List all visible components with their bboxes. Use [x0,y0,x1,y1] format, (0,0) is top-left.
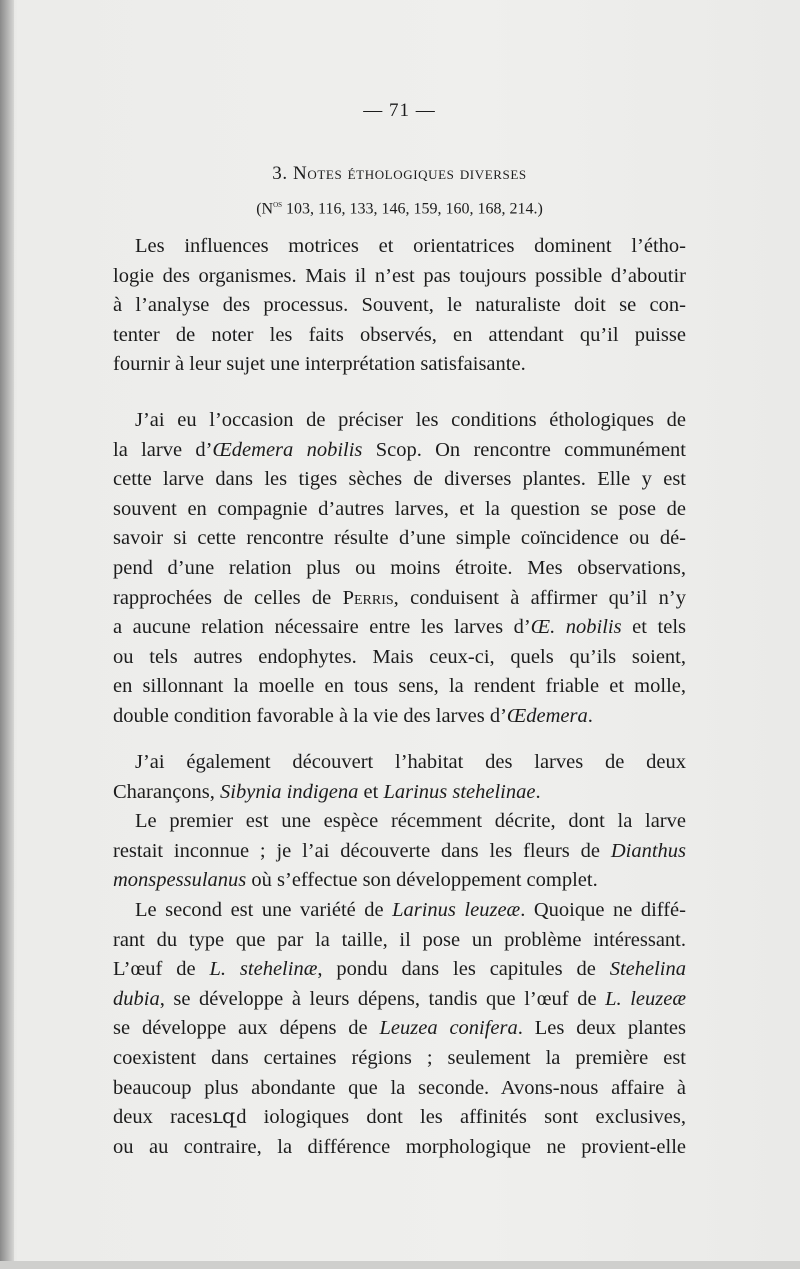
text-line: à l’analyse des processus. Souvent, le naturaliste doit se con- [113,294,686,317]
paragraph-1 [113,232,686,380]
species-name: Œdemera nobilis [212,438,363,461]
text-line: L’œuf de L. stehelinæ, pondu dans les capitules de Stehelina [113,958,687,981]
species-name: L. leuzeæ [605,987,686,1010]
species-name: monspessulanus [113,869,247,892]
text-line: coexistent dans certaines régions ; seulement la première est [113,1046,686,1069]
species-name: L. stehelinæ [209,958,318,981]
refs-numbers: 103, 116, 133, 146, 159, 160, 168, 214.) [282,200,543,218]
section-references [113,199,686,218]
text-line: beaucoup plus abondante que la seconde. Avons-nous affaire à [113,1076,686,1099]
text-line: ou tels autres endophytes. Mais ceux-ci, quels qu’ils soient, [113,645,686,668]
text-line: Les influences motrices et orientatrices dominent l’étho- [135,235,686,257]
text-line: la larve d’Œdemera nobilis Scop. On rencontre communément [113,438,687,461]
species-name: Larinus stehelinae [383,780,536,803]
paragraph-2 [113,406,686,732]
section-title: 3. Notes éthologiques diverses [272,163,527,184]
text-line: a aucune relation nécessaire entre les larves d’Œ. nobilis et tels [113,616,686,639]
species-name: Larinus leuzeæ [392,899,521,921]
species-name: Leuzea conifera [379,1017,518,1040]
text-line: restait inconnue ; je l’ai découverte dans les fleurs de Dianthus [113,839,686,862]
text-line: Le second est une variété de Larinus leuzeæ. Quoique ne diffé- [135,899,686,921]
species-name: Œ. nobilis [530,616,622,639]
refs-prefix: (N [256,200,274,218]
page-number: — 71 — [363,100,436,121]
text-line: tenter de noter les faits observés, en attendant qu’il puisse [113,323,686,346]
species-name: dubia [113,987,160,1010]
text-line: rapprochées de celles de Perris, conduisent à affirmer qu’il n’y [113,586,686,609]
species-name: Sibynia indigena [220,780,359,803]
text-line: rant du type que par la taille, il pose un problème intéressant. [113,928,686,951]
author-name: Perris [342,586,394,609]
paragraph-3 [113,748,686,807]
paragraph-5 [113,896,686,1162]
text-line: deux racesւզd iologiques dont les affinités sont exclusives, [113,1106,686,1129]
text-line: pend d’une relation plus ou moins étroite. Mes observations, [113,556,686,579]
text-line: cette larve dans les tiges sèches de diverses plantes. Elle y est [113,468,686,491]
text-line: savoir si cette rencontre résulte d’une simple coïncidence ou dé- [113,527,686,550]
text-line: souvent en compagnie d’autres larves, et la question se pose de [113,497,686,520]
paragraph-4 [113,807,686,896]
text-line: monspessulanus où s’effectue son développement complet. [113,869,598,892]
text-line: Le premier est une espèce récemment décrite, dont la larve [135,810,686,832]
genus-name: Œdemera [506,704,588,727]
text-line: ou au contraire, la différence morphologique ne provient-elle [113,1135,686,1158]
text-line: Charançons, Sibynia indigena et Larinus stehelinae. [113,780,541,803]
species-name: Dianthus [610,839,686,862]
text-line: double condition favorable à la vie des larves d’Œdemera. [113,704,593,727]
text-line: J’ai eu l’occasion de préciser les conditions éthologiques de [135,409,686,431]
text-line: en sillonnant la moelle en tous sens, la rendent friable et molle, [113,675,686,698]
text-line: logie des organismes. Mais il n’est pas toujours possible d’aboutir [113,264,686,287]
page-bottom-edge [0,1261,800,1269]
text-line: fournir à leur sujet une interprétation satisfaisante. [113,353,526,376]
text-line: J’ai également découvert l’habitat des larves de deux [135,751,686,773]
genus-name: Stehelina [609,958,687,981]
refs-superscript: os [273,199,283,210]
text-line: dubia, se développe à leurs dépens, tandis que l’œuf de L. leuzeæ [113,987,686,1010]
text-line: se développe aux dépens de Leuzea conifera. Les deux plantes [113,1017,686,1040]
page-gutter-shadow [0,0,14,1269]
